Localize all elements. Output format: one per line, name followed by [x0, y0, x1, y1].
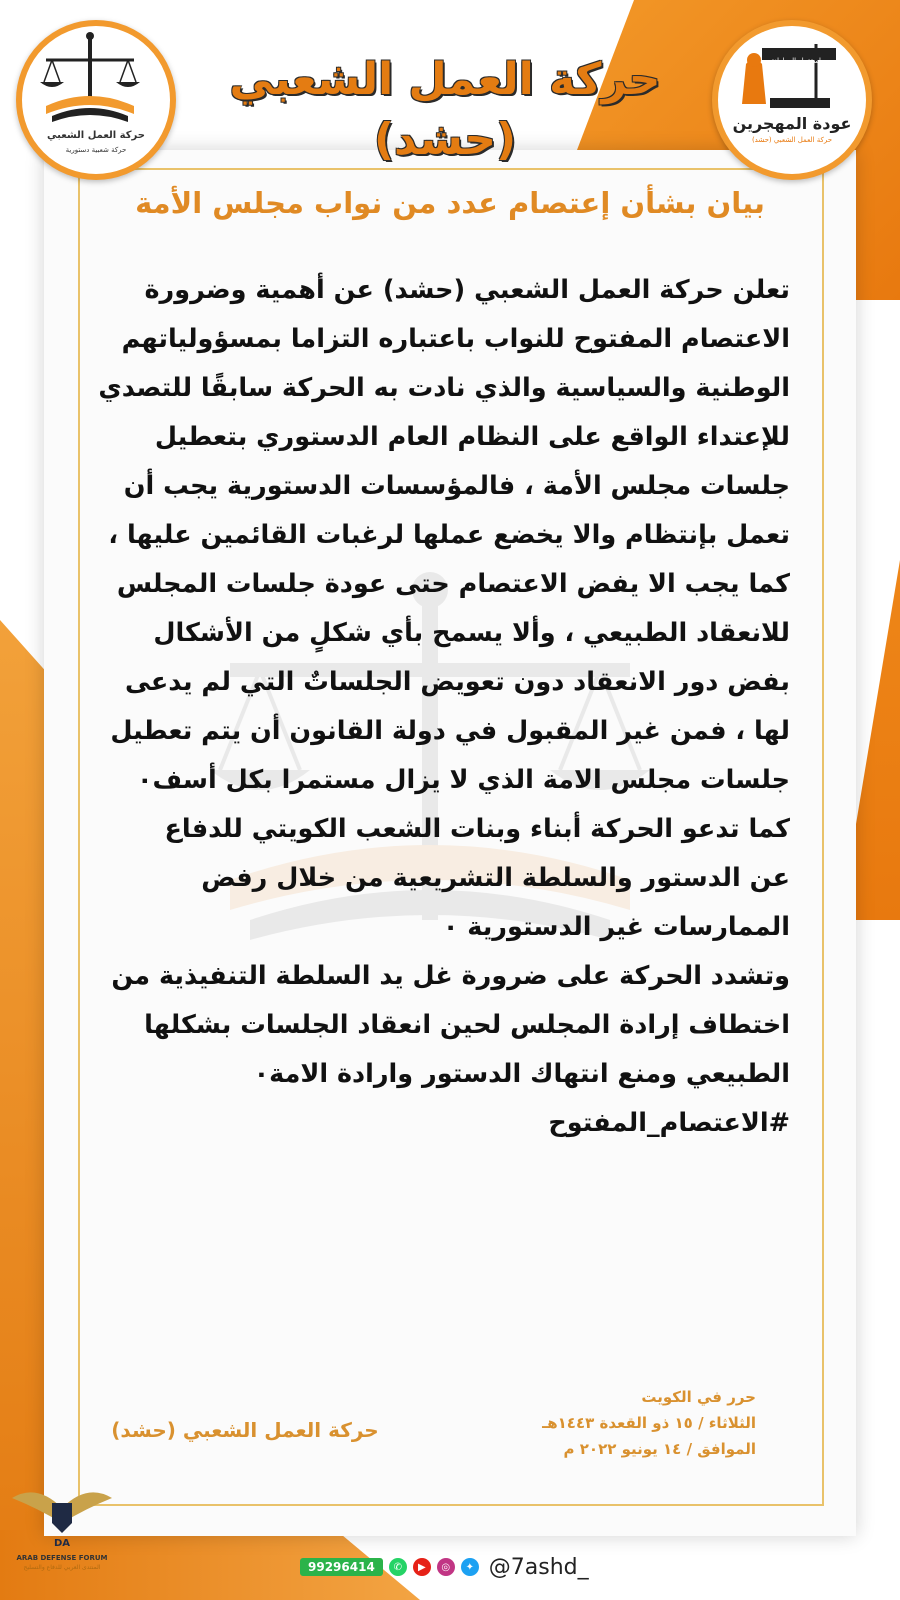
statement-title: بيان بشأن إعتصام عدد من نواب مجلس الأمة [135, 186, 765, 220]
eagle-shield-icon [7, 1478, 117, 1548]
social-handle[interactable]: @7ashd_ [488, 1554, 589, 1580]
hashtag-line: #الاعتصام_المفتوح [548, 1108, 790, 1138]
twitter-icon[interactable]: ✦ [461, 1558, 479, 1576]
statement-line: للإعتداء الواقع على النظام العام الدستوري بتعطيل [154, 422, 790, 452]
statement-line: الاعتصام المفتوح للنواب باعتباره التزاما بمسؤولياتهم [121, 324, 790, 354]
movement-logo [16, 20, 176, 180]
statement-line: الطبيعي ومنع انتهاك الدستور وارادة الامة٠ [253, 1059, 790, 1089]
gregorian-date: الموافق / ١٤ يونيو ٢٠٢٢ م [563, 1440, 756, 1458]
statement-line: الممارسات غير الدستورية ٠ [442, 912, 790, 942]
statement-line: كما تدعو الحركة أبناء وبنات الشعب الكويتي للدفاع [164, 814, 790, 844]
youtube-icon[interactable]: ▶ [413, 1558, 431, 1576]
logo-name: حركة العمل الشعبي [47, 130, 145, 141]
statement-line: اختطاف إرادة المجلس لحين انعقاد الجلسات بشكلها [144, 1010, 790, 1040]
statement-line: تعلن حركة العمل الشعبي (حشد) عن أهمية وضرورة [144, 275, 790, 305]
logo-banner: استقرار المواطنة [771, 57, 821, 65]
phone-number[interactable]: 99296414 [300, 1558, 383, 1576]
date-block [520, 1384, 756, 1462]
whatsapp-icon[interactable]: ✆ [389, 1558, 407, 1576]
forum-subtitle: المنتدى العربي للدفاع والتسليح [23, 1564, 101, 1571]
svg-text:DA: DA [53, 1538, 71, 1548]
statement-line: وتشدد الحركة على ضرورة غل يد السلطة التنفيذية من [111, 961, 790, 991]
statement-line: لها ، فمن غير المقبول في دولة القانون أن يتم تعطيل [110, 716, 790, 746]
instagram-icon[interactable]: ◎ [437, 1558, 455, 1576]
hijri-date: الثلاثاء / ١٥ ذو القعدة ١٤٤٣هـ [542, 1414, 756, 1432]
social-footer [300, 1550, 589, 1584]
statement-line: جلسات مجلس الامة الذي لا يزال مستمرا بكل أسف٠ [136, 765, 790, 795]
forum-watermark [2, 1478, 122, 1588]
signature: حركة العمل الشعبي (حشد) [111, 1418, 379, 1442]
forum-title: ARAB DEFENSE FORUM [16, 1554, 108, 1562]
statement-line: عن الدستور والسلطة التشريعية من خلال رفض [201, 863, 790, 893]
statement-line: جلسات مجلس الأمة ، فالمؤسسات الدستورية يجب أن [123, 471, 790, 501]
statement-line: كما يجب الا يفض الاعتصام حتى عودة جلسات المجلس [116, 569, 790, 599]
statement-body [78, 266, 790, 1148]
logo-subtitle: حركة العمل الشعبي (حشد) [751, 136, 833, 144]
return-of-displaced-logo [712, 20, 872, 180]
statement-line: الوطنية والسياسية والذي نادت به الحركة سابقًا للتصدي [98, 373, 790, 403]
statement-line: تعمل بإنتظام والا يخضع عملها لرغبات القائمين عليها ، [108, 520, 790, 550]
issued-place: حرر في الكويت [641, 1388, 756, 1406]
logo-tagline: حركة شعبية دستورية [65, 146, 127, 154]
statement-line: بفض دور الانعقاد دون تعويض الجلساتٌ التي لم يدعى [125, 667, 790, 697]
displaced-figures-icon [712, 20, 860, 168]
page-title: حركة العمل الشعبي (حشد) [229, 54, 661, 165]
statement-line: للانعقاد الطبيعي ، وألا يسمح بأي شكلٍ من الأشكال [153, 618, 790, 648]
logo-name: عودة المهجرين [732, 114, 852, 133]
